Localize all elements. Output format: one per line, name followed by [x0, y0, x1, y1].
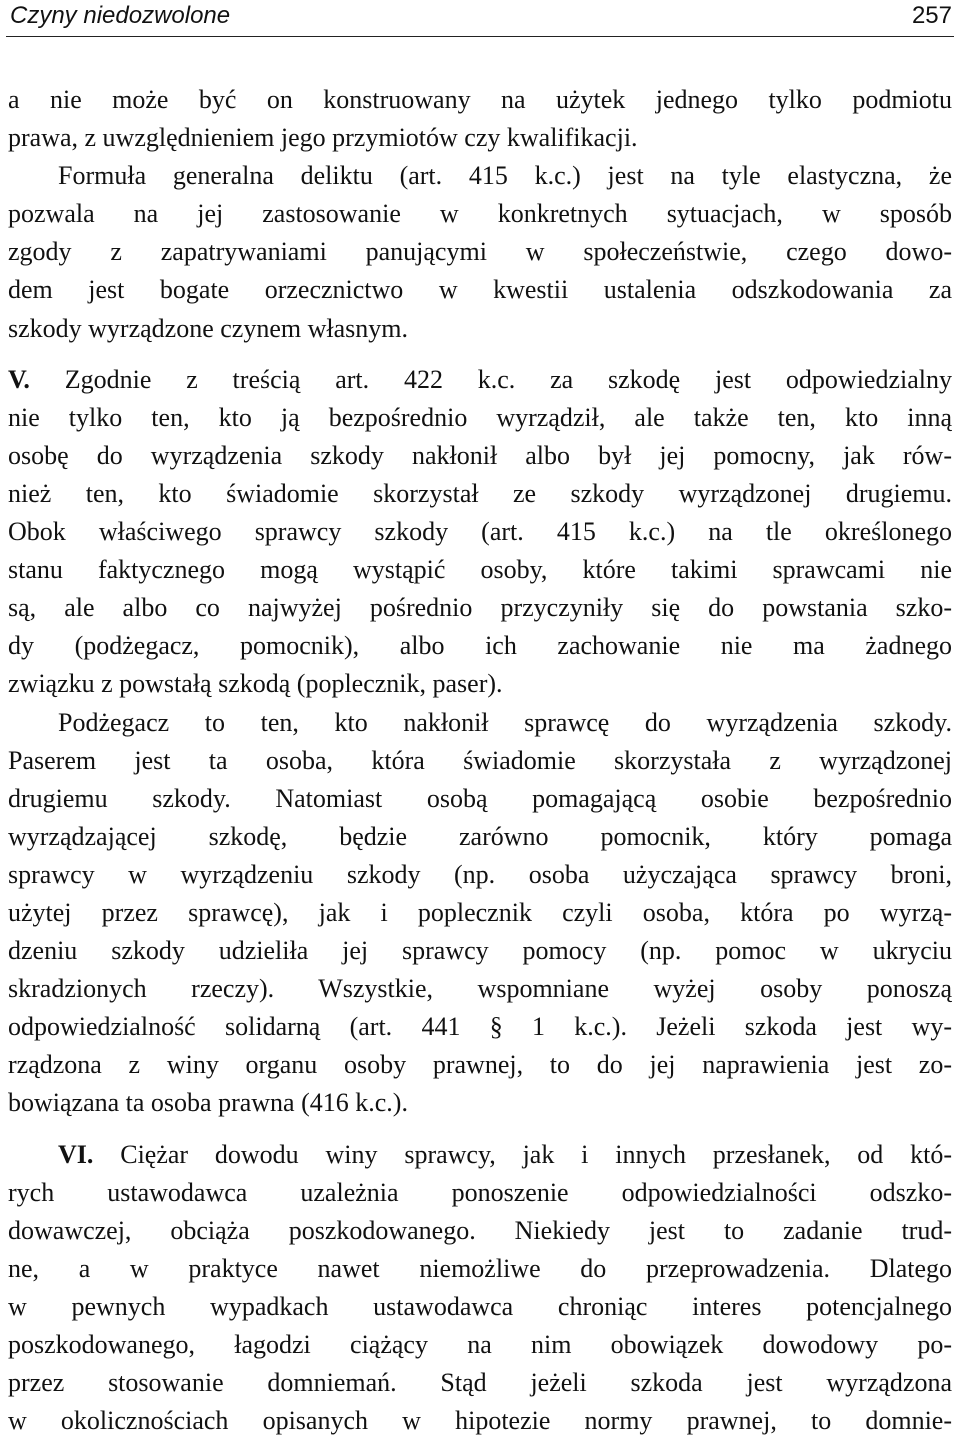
text-line: stanu faktycznego mogą wystąpić osoby, które takimi sprawcami nie: [8, 555, 952, 585]
text-line: Formuła generalna deliktu (art. 415 k.c.) jest na tyle elastyczna, że: [58, 161, 952, 191]
text-line: [8, 1136, 952, 1174]
text-line: przez stosowanie domniemań. Stąd jeżeli szkoda jest wyrządzona: [8, 1368, 952, 1398]
text-line: poszkodowanego, łagodzi ciążący na nim obowiązek dowodowy po-: [8, 1330, 952, 1359]
running-title: Czyny niedozwolone: [10, 2, 231, 29]
text-line: wyrządzającej szkodę, będzie zarówno pomocnik, który pomaga: [8, 821, 952, 851]
text-line: [8, 361, 952, 399]
section-vi: [8, 1136, 952, 1441]
running-header: [6, 0, 954, 37]
paragraph-formula: [8, 81, 952, 348]
section-number: VI.: [58, 1139, 94, 1169]
text-line: pozwala na jej zastosowanie w konkretnych sytuacjach, w sposób: [8, 199, 952, 229]
text-line: są, ale albo co najwyżej pośrednio przyczyniły się do powstania szko-: [8, 593, 952, 623]
text-line: dem jest bogate orzecznictwo w kwestii ustalenia odszkodowania za: [8, 275, 952, 305]
text-line: użytej przez sprawcę), jak i poplecznik czyli osoba, która po wyrzą-: [8, 897, 952, 927]
text-line: Obok właściwego sprawcy szkody (art. 415 k.c.) na tle określonego: [8, 517, 952, 547]
text-line: nież ten, kto świadomie skorzystał ze szkody wyrządzonej drugiemu.: [8, 478, 952, 508]
text-line: szkody wyrządzone czynem własnym.: [8, 313, 408, 343]
text-line: dowawczej, obciąża poszkodowanego. Niekiedy jest to zadanie trud-: [8, 1215, 952, 1245]
text-line: zgody z zapatrywaniami panującymi w społeczeństwie, czego dowo-: [8, 237, 952, 267]
page-number: 257: [911, 2, 952, 29]
text-line: Paserem jest ta osoba, która świadomie skorzystała z wyrządzonej: [8, 745, 952, 775]
text-line: w pewnych wypadkach ustawodawca chroniąc interes potencjalnego: [8, 1291, 952, 1321]
text-line: rych ustawodawca uzależnia ponoszenie odpowiedzialności odszko-: [8, 1177, 952, 1207]
text-line: skradzionych rzeczy). Wszystkie, wspomniane wyżej osoby ponoszą: [8, 974, 952, 1004]
text-line: w okolicznościach opisanych w hipotezie normy prawnej, to domnie-: [8, 1406, 952, 1436]
text-line: drugiemu szkody. Natomiast osobą pomagającą osobie bezpośrednio: [8, 783, 952, 813]
text-line: sprawcy w wyrządzeniu szkody (np. osoba użyczająca sprawcy broni,: [8, 859, 952, 889]
text-line: osobę do wyrządzenia szkody nakłonił albo był jej pomocny, jak rów-: [8, 440, 952, 470]
text-run: Ciężar dowodu winy sprawcy, jak i innych przesłanek, od któ-: [93, 1139, 952, 1169]
text-line: ne, a w praktyce nawet niemożliwe do przeprowadzenia. Dlatego: [8, 1253, 952, 1283]
paragraph-podzegacz: [8, 704, 952, 1123]
text-line: związku z powstałą szkodą (poplecznik, paser).: [8, 669, 503, 699]
text-line: dy (podżegacz, pomocnik), albo ich zachowanie nie ma żadnego: [8, 631, 952, 661]
text-line: rządzona z winy organu osoby prawnej, to do jej naprawienia jest zo-: [8, 1050, 952, 1080]
text-line: bowiązana ta osoba prawna (416 k.c.).: [8, 1088, 408, 1118]
page-body: [8, 81, 952, 1440]
text-run: Zgodnie z treścią art. 422 k.c. za szkodę jest odpowiedzialny: [29, 364, 952, 394]
section-v: [8, 361, 952, 704]
text-line: prawa, z uwzględnieniem jego przymiotów czy kwalifikacji.: [8, 123, 638, 153]
text-line: dzeniu szkody udzieliła jej sprawcy pomocy (np. pomoc w ukryciu: [8, 936, 952, 966]
section-number: V.: [8, 364, 30, 394]
text-line: Podżegacz to ten, kto nakłonił sprawcę do wyrządzenia szkody.: [58, 707, 952, 737]
text-line: nie tylko ten, kto ją bezpośrednio wyrządził, ale także ten, kto inną: [8, 402, 952, 432]
text-line: odpowiedzialność solidarną (art. 441 § 1 k.c.). Jeżeli szkoda jest wy-: [8, 1012, 952, 1042]
text-line: a nie może być on konstruowany na użytek jednego tylko podmiotu: [8, 85, 952, 114]
